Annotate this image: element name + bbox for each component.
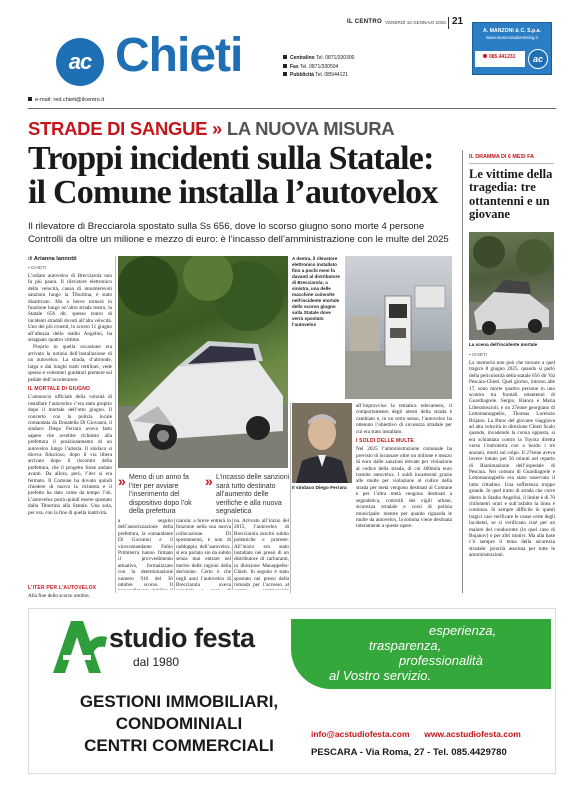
ad-web-contacts: [311, 729, 551, 739]
mayor-portrait-illustration: [292, 403, 352, 483]
column-1-end: [28, 582, 112, 599]
subhead: L’ITER PER L’AUTOVELOX: [28, 585, 97, 591]
mayor-portrait: [292, 403, 352, 483]
paragraph: L’odiato autovelox di Brecciarola non fa più paura. Il rilevatore elettronico della velocità, causa di innumerevoli sanzioni lungo la Tiburtina, è stato disattivato. Ma a breve tornerà in funzione lungo un’altra strada teatro, la Statale 656 dir, spesso teatro di incidenti stradali dovuti all’alta velocità. Uno dei più cruenti, lo scorso 11 giugno all’altezza dello stadio Angelini, ha strappato quattro vittime.: [28, 273, 112, 344]
advertisement[interactable]: [28, 608, 556, 774]
contact-row: [283, 71, 354, 80]
speed-camera-illustration: [345, 256, 452, 399]
pullquote-1: Meno di un anno fa l’iter per avviare l’inserimento del dispositivo dopo l’ok della prefettura: [129, 474, 192, 516]
sidebar-photo: [469, 232, 554, 340]
contact-value: Tel. 0871/330300: [316, 55, 355, 61]
page-number: 21: [452, 16, 464, 27]
phone-icon: [483, 54, 487, 58]
newspaper-name: IL CENTRO: [347, 19, 382, 25]
paragraph: all’improvviso la tematica telecamera, il comportamento degli utenti della strada è cambiato e, in un certo senso, l’autovelox ha ottenuto l’obiettivo di sicurezza stradale per cui era stato installato.: [356, 403, 452, 435]
ad-brand: studio festa: [109, 623, 255, 653]
corner-ad-logo: [528, 49, 548, 69]
sidebar-rule: [469, 163, 554, 164]
article-column-2: a seguito dell’autorizzazione della prefettura, la comandante Di Giovanni e il vicecomandante Fabio Primiterra hanno firmato il provvedimento attuativo, formalizzato con la determinazione numero 910 del 30 ottobre scorso. Il: [118, 518, 173, 589]
portrait-caption: Il sindaco Diego Ferrara: [292, 486, 347, 491]
ad-slogan-line4: al Vostro servizio.: [329, 668, 432, 683]
article-column-3: ciarola: a breve entrerà in funzione nella sua nuova collocazione. Di spostamento, e non di raddoppio dell’autovelox, si era parlato sin da subito senza mai entrare nel merito delle ragioni della decisione. Certo è che negli anni l’autovelox di Brecciarola aveva: [176, 518, 231, 589]
ad-service-3: CENTRI COMMERCIALI: [84, 736, 274, 755]
byline: [28, 256, 77, 262]
pullquote-marker-1: »: [118, 473, 126, 489]
headline-line1: Troppi incidenti sulla Statale:: [28, 140, 434, 177]
ad-service-2: CONDOMINIALI: [115, 714, 243, 733]
ad-service-1: GESTIONI IMMOBILIARI,: [79, 692, 279, 711]
ad-services: [49, 691, 309, 757]
ad-website[interactable]: www.acstudiofesta.com: [424, 729, 521, 739]
sidebar-place: ▪ CHIETI: [469, 352, 487, 357]
main-photo-caption: A destra, il rilevatore elettronico installato fino a pochi mesi fa davanti al distributore di Brecciarola; a sinistra, una delle macchine coinvolte nell’incidente mortale dello scorso giugno sulla Statale dove verrà spostato l’autovelox: [292, 256, 340, 327]
corner-ad-website: www.manzoniadvertising.it: [486, 35, 538, 40]
paragraph: Proprio in quella occasione era arrivata la notizia dell’installazione di un autovelox. La strada, d’altronde, larga e dai lunghi tratti rettilinei, vede spesso e volentieri guidatori premere sul pedale dell’acceleratore.: [28, 344, 112, 383]
kicker-separator: »: [212, 118, 223, 139]
ad-logo-mark: [49, 619, 107, 675]
header-rule: [28, 108, 556, 109]
place-label: CHIETI: [30, 265, 46, 270]
sidebar-photo-caption: La scena dell’incidente mortale: [469, 342, 538, 347]
byline-place: ▪ CHIETI: [28, 265, 46, 270]
newspaper-logo: [56, 38, 104, 86]
ad-slogan-line2: trasparenza,: [369, 638, 442, 653]
fax-icon: [283, 64, 287, 68]
email-label: e-mail:: [35, 97, 52, 103]
speed-camera-photo: [345, 256, 452, 399]
corner-ad-logo-text: ac: [532, 54, 543, 64]
corner-ad-phone: [483, 54, 515, 60]
article-column-4: na. Arrivato all’inizio del 2015, l’autovelox di Brecciarola suscitò subito polemiche e proteste. All’inizio era stato installato nei pressi di un distributore di carburanti, in direzione Manoppello-Chieti. In seguito è stato spostato nei pressi della rotonda per l’accesso al: [234, 518, 289, 589]
city-title: Chieti: [115, 29, 243, 82]
headline: [28, 142, 438, 210]
subhead: IL MORTALE DI GIUGNO: [28, 385, 91, 392]
ad-address: PESCARA - Via Roma, 27 - Tel. 085.4429780: [311, 747, 507, 758]
contact-value: Tel. 0871/330504: [299, 63, 339, 70]
contacts-block: [283, 54, 354, 80]
column-divider: [115, 256, 116, 593]
logo-text: ac: [68, 49, 92, 74]
deck-line2: Controlli da oltre un milione e mezzo di euro: è l’incasso dell’amministrazione con le multe del 2025: [28, 234, 449, 246]
kicker-part2: LA NUOVA MISURA: [226, 118, 395, 139]
pullquote-2: L’incasso delle sanzioni sarà tutto destinato all’aumento delle verifiche e alla nuova segnaletica: [216, 474, 290, 516]
article-column-1: [28, 273, 112, 589]
paragraph: L’annuncio ufficiale della volontà di installare l’autovelox c’era stato proprio dopo il mortale dell’otto giugno. Il concerto con la polizia locale comandata da Donatella Di Giovanni, il sindaco Diego Ferrara aveva fatto sapere che avrebbe richiesto alla prefettura il posizionamento di un autovelox lungo l’arteria. Il sindaco si diceva fiducioso, dopo il via libera arrivato dopo il riscontro della prefettura, che il progetto fosse andato avanti. Da allora, però, l’iter si era fermato. Il Comune ha dovuto quindi chiedere di nuovo la richiesta e il prefetto ha dato come da tempo l’ok. L’autovelox potrà quindi essere spostato dalla Tiburtina alla Statale. Una sola, per ora, con la fine di quella inattività.: [28, 394, 112, 516]
column-divider: [290, 403, 291, 593]
ad-logo: [49, 619, 107, 675]
main-photo: [118, 256, 288, 468]
ad-slogan-line1: esperienza,: [429, 623, 497, 638]
byline-prefix: di: [28, 256, 33, 262]
contact-row: [283, 63, 354, 72]
ad-icon: [283, 72, 287, 76]
kicker-part1: STRADE DI SANGUE: [28, 118, 208, 139]
deck: [28, 220, 468, 246]
corner-ad-company: A. MANZONI & C. S.p.a.: [483, 28, 541, 34]
column-divider: [174, 518, 175, 590]
issue-date: VENERDÌ 16 GENNAIO 2026: [385, 20, 446, 25]
headline-line2: il Comune installa l’autovelox: [28, 174, 438, 211]
subhead: I SOLDI DELLE MULTE: [356, 438, 414, 445]
sidebar-title: Le vittime della tragedia: tre ottantenni e un giovane: [469, 167, 553, 222]
contact-label: Pubblicità: [290, 72, 314, 78]
email-line: [28, 97, 104, 103]
sidebar-divider: [462, 150, 463, 593]
ad-email[interactable]: info@acstudiofesta.com: [311, 729, 410, 739]
kicker: [28, 118, 394, 140]
ad-since: dal 1980: [133, 655, 180, 669]
contact-label: Centralino: [290, 55, 315, 61]
corner-ad-phone-number: 085.441231: [489, 54, 516, 60]
contact-label: Fax: [290, 63, 299, 70]
deck-line1: Il rilevatore di Brecciarola spostato sulla Ss 656, dove lo scorso giugno sono morte 4 persone: [28, 221, 425, 232]
email-icon: [28, 97, 32, 101]
corner-ad[interactable]: [472, 22, 552, 75]
paragraph: Alla fine dello scorso ottobre,: [28, 593, 90, 599]
phone-icon: [283, 55, 287, 59]
crash-scene-illustration: [118, 256, 288, 468]
email-address[interactable]: red.chieti@ilcentro.it: [53, 97, 105, 103]
header-divider: [448, 17, 449, 29]
accident-scene-illustration: [469, 232, 554, 340]
contact-value: Tel. 085/44121: [315, 72, 349, 78]
ad-slogan-line3: professionalità: [399, 653, 483, 668]
column-divider: [232, 518, 233, 590]
pullquote-marker-2: »: [205, 473, 213, 489]
sidebar-text: La memoria non può che tornare a quel tragico 8 giugno 2025, quando si parlò della pericolosità della statale 656 dir Val Pescara-Chieti. Quel giorno, intorno alle 17, sono morte quattro persone in uno scontro tra frontali ottantenni di Guardiagrele. Sergio, Bianca e Maria Liberatoscioli, e un 27enne georgiano di Lettomanoppello, Thomas Loreinzo Brijano. La Bmw del giovane viaggiava ad alta velocità in direzione Chieti Scalo quando, invadendo la corsia opposta, si era schiantata contro la Toyota diretta verso l’entroterra con a bordo i tre anziani, morti sul colpo. Il 27enne aveva invece lottato per 50 minuti nel reparto di Rianimazione dell’ospedale di Pescara. Nei comuni di Guardiagrele e Lettomanoppello era stato osservato il lutto cittadino. Una sofferenza troppo grande. In quel tratto di strada che corre dietro lo Stadio Angelini, il limite è di 70 chilometri orari e sull’asfalto la linea è continua. Si sempre difficile in questi tragici casi verificare le cause certe degli incidenti, se si verificano cioè per un malore del conducente (in quel caso di Bojanov) o per altri motivi. Ma alla base c’è sempre il tema della sicurezza stradale: priorità assoluta per tutte le amministrazioni.: [469, 360, 555, 559]
place-label: CHIETI: [471, 352, 487, 357]
ad-slogan: [329, 623, 549, 683]
byline-author: Arianna Iannotti: [33, 256, 77, 262]
contact-row: [283, 54, 354, 63]
article-column-5: [356, 403, 452, 590]
paragraph: Nel 2025 l’amministrazione comunale ha previsto di incassare oltre un milione e mezzo di euro dalle sanzioni elevate per violazione al codice della strada, di cui 400mila euro tramite autovelox. I soldi incamerati grazie alle multe per violazione al codice della strada per metà vengono destinati al Comune e per l’altra metà vengono destinati a segnaletica, controlli dei vigili urbani, sicurezza stradale e corsi di polizia municipale: mentre per quanto riguarda le multe da autovelox, la somma viene destinata interamente a queste opere.: [356, 446, 452, 530]
sidebar-kicker: IL DRAMMA DI 6 MESI FA: [469, 154, 534, 160]
